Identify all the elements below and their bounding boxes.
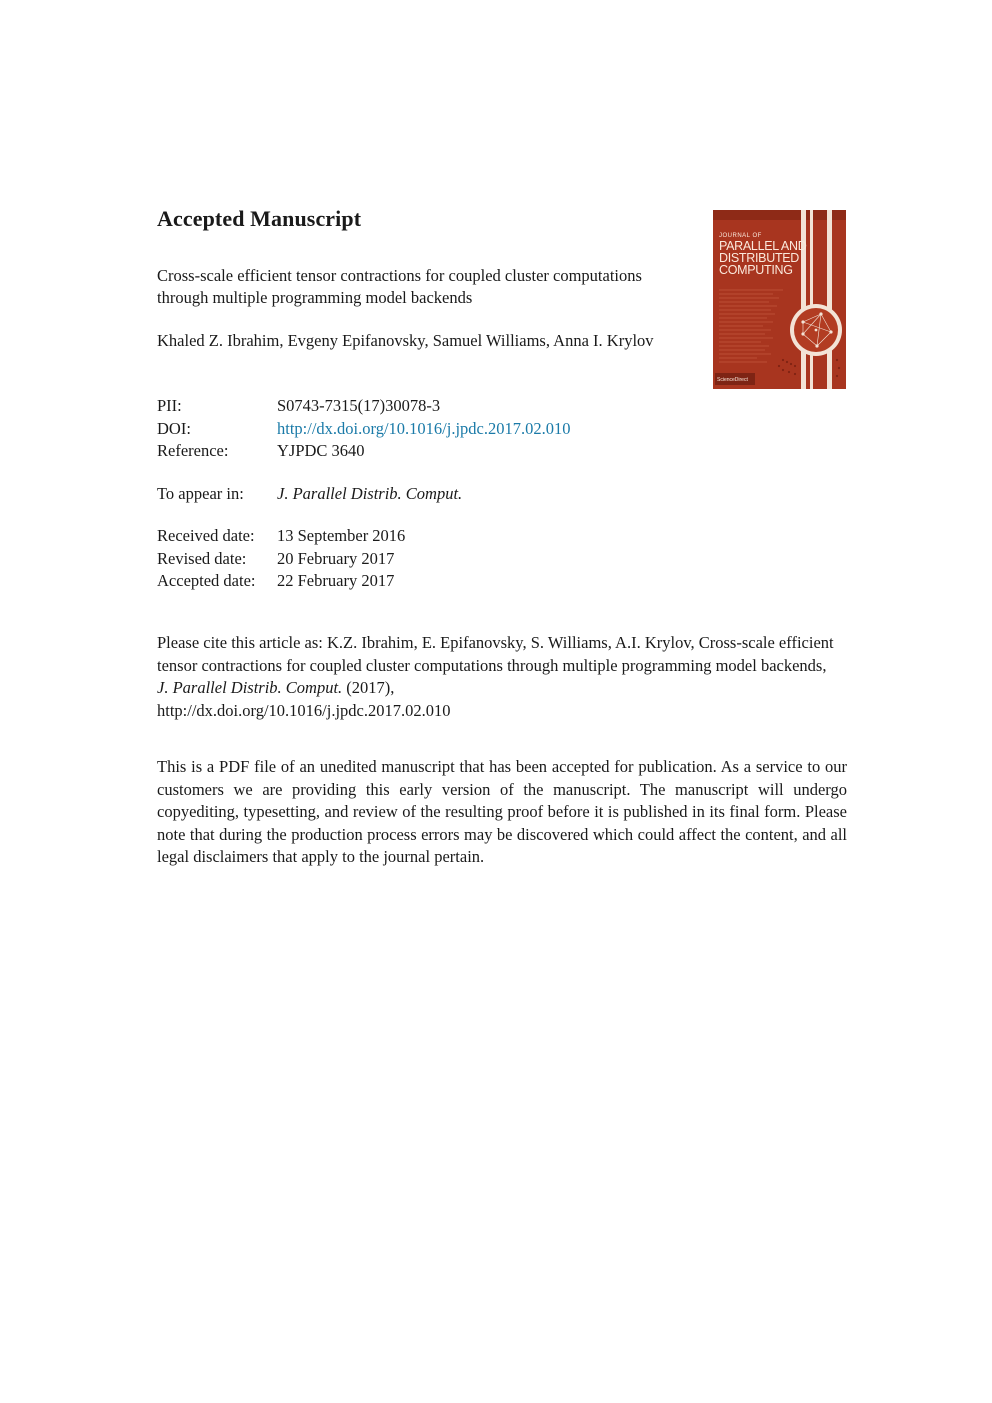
cover-journal-line3: COMPUTING (719, 263, 793, 277)
article-authors: Khaled Z. Ibrahim, Evgeny Epifanovsky, Samuel Williams, Anna I. Krylov (157, 331, 654, 350)
disclaimer-paragraph: This is a PDF file of an unedited manuscript that has been accepted for publication. As a service to our customers we are providing this early version of the manuscript. The manuscript will undergo copyediting, typesetting, and review of the resulting proof before it is published in its final form. Please note that during the production process errors may be discovered which could affect the content, and all legal disclaimers that apply to the journal pertain. (157, 757, 847, 866)
accepted-label: Accepted date: (157, 571, 256, 590)
doi-row (157, 418, 571, 441)
pii-value: S0743-7315(17)30078-3 (277, 396, 441, 415)
dates-block (157, 525, 405, 593)
received-label: Received date: (157, 526, 255, 545)
appear-row (157, 483, 462, 506)
citation-paragraph (157, 632, 847, 722)
reference-label: Reference: (157, 441, 229, 460)
cover-journal-line1: PARALLEL AND (719, 239, 807, 253)
reference-row (157, 440, 571, 463)
cover-journal-line2: DISTRIBUTED (719, 251, 800, 265)
doi-label: DOI: (157, 418, 191, 438)
citation-journal: J. Parallel Distrib. Comput. (157, 678, 343, 697)
accepted-value: 22 February 2017 (277, 571, 395, 590)
identifier-block (157, 395, 571, 463)
accepted-row (157, 570, 405, 593)
cover-journal-title (719, 232, 819, 276)
doi-link[interactable]: http://dx.doi.org/10.1016/j.jpdc.2017.02.010 (277, 418, 571, 438)
revised-value: 20 February 2017 (277, 548, 395, 568)
citation-doi: http://dx.doi.org/10.1016/j.jpdc.2017.02.010 (157, 700, 451, 720)
page-heading: Accepted Manuscript (157, 206, 362, 231)
reference-value: YJPDC 3640 (277, 441, 365, 460)
appear-block (157, 483, 462, 506)
revised-row (157, 548, 405, 571)
revised-label: Revised date: (157, 548, 247, 568)
citation-year: (2017), (342, 678, 395, 697)
pii-row (157, 395, 571, 418)
appear-label: To appear in: (157, 484, 244, 503)
received-row (157, 525, 405, 548)
citation-prefix: Please cite this article as: K.Z. Ibrahim, E. Epifanovsky, S. Williams, A.I. Krylov, Cross-scale efficient tensor contractions for coupled cluster computations through multiple programming model backends, (157, 633, 834, 675)
journal-cover-image (713, 210, 846, 389)
appear-value: J. Parallel Distrib. Comput. (277, 484, 463, 503)
article-title: Cross-scale efficient tensor contractions for coupled cluster computations through multiple programming model backends (157, 266, 642, 307)
cover-publisher: ScienceDirect (717, 377, 748, 383)
received-value: 13 September 2016 (277, 526, 406, 545)
pii-label: PII: (157, 396, 182, 415)
cover-journal-small: JOURNAL OF (719, 233, 762, 239)
